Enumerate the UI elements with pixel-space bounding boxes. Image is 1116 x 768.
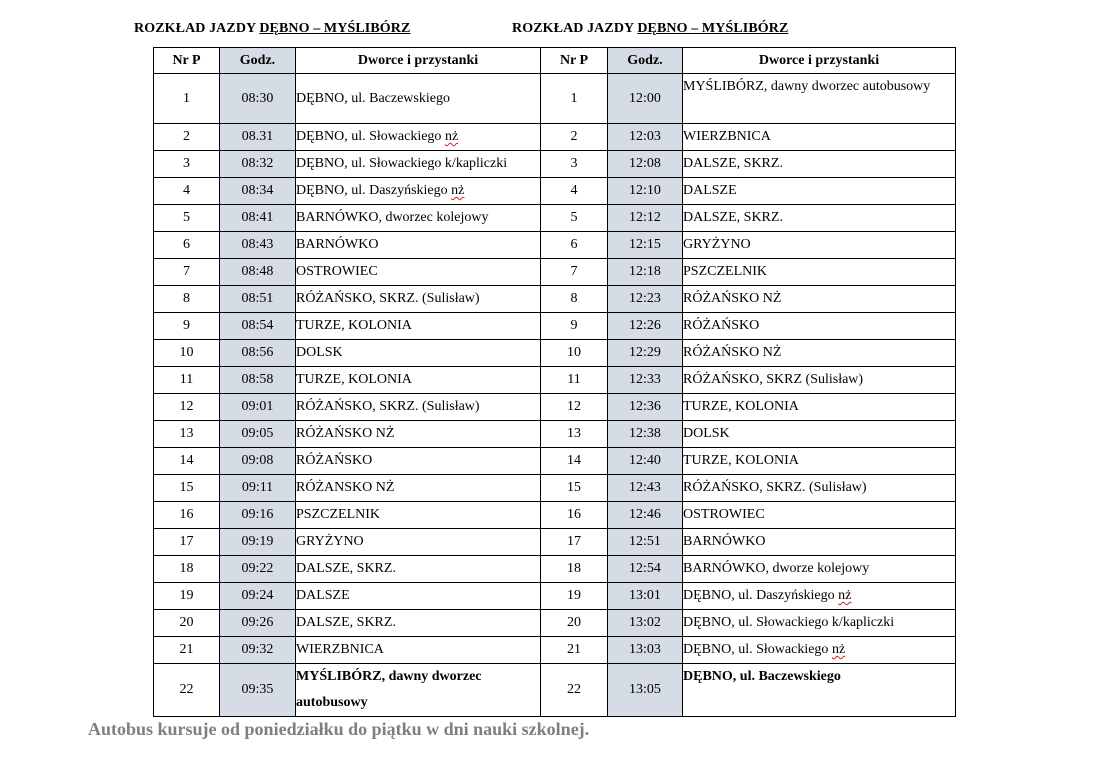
stop-name-text: DOLSK [683, 426, 730, 441]
right-stop-name [683, 124, 956, 151]
left-title-prefix: ROZKŁAD JAZDY [134, 21, 260, 36]
request-stop-marker: nż [444, 129, 459, 144]
table-row [154, 502, 956, 529]
left-stop-number: 17 [154, 529, 220, 556]
right-route-title [512, 21, 788, 37]
right-stop-number: 4 [541, 178, 608, 205]
stop-name-text: RÓŻAŃSKO [683, 318, 760, 333]
left-stop-name [296, 610, 541, 637]
left-title-route: DĘBNO – MYŚLIBÓRZ [259, 21, 411, 36]
right-departure-time: 12:10 [608, 178, 683, 205]
left-stop-number: 2 [154, 124, 220, 151]
right-departure-time: 12:26 [608, 313, 683, 340]
stop-name-text: BARNÓWKO, dworzec kolejowy [296, 210, 489, 225]
right-stop-name [683, 637, 956, 664]
right-stop-number: 12 [541, 394, 608, 421]
table-row [154, 448, 956, 475]
stop-name-text: OSTROWIEC [296, 264, 378, 279]
left-time-header: Godz. [220, 48, 296, 74]
left-departure-time: 08:51 [220, 286, 296, 313]
table-row [154, 74, 956, 124]
timetable [153, 47, 956, 717]
stop-name-text: WIERZBNICA [296, 642, 384, 657]
table-row [154, 367, 956, 394]
stop-name-text: BARNÓWKO [296, 237, 379, 252]
stop-name-text: OSTROWIEC [683, 507, 765, 522]
right-stop-number: 11 [541, 367, 608, 394]
left-stop-number: 16 [154, 502, 220, 529]
left-stop-number: 1 [154, 74, 220, 124]
table-row [154, 313, 956, 340]
table-row [154, 664, 956, 717]
stop-name-text: DALSZE, SKRZ. [296, 561, 396, 576]
left-departure-time: 09:26 [220, 610, 296, 637]
left-stop-name [296, 637, 541, 664]
right-stop-number: 10 [541, 340, 608, 367]
timetable-body [154, 74, 956, 717]
stop-name-text: BARNÓWKO [683, 534, 766, 549]
table-row [154, 610, 956, 637]
right-departure-time: 12:23 [608, 286, 683, 313]
stop-name-text: DĘBNO, ul. Słowackiego [296, 129, 445, 144]
right-departure-time: 12:15 [608, 232, 683, 259]
stop-name-text: PSZCZELNIK [683, 264, 767, 279]
right-stop-name [683, 610, 956, 637]
right-departure-time: 13:01 [608, 583, 683, 610]
left-departure-time: 08:41 [220, 205, 296, 232]
right-stop-name [683, 205, 956, 232]
left-stop-number: 6 [154, 232, 220, 259]
left-stop-number: 22 [154, 664, 220, 717]
right-stop-name [683, 394, 956, 421]
right-stop-name [683, 340, 956, 367]
stop-name-text: DĘBNO, ul. Słowackiego k/kapliczki [683, 615, 895, 630]
stop-name-text: DALSZE [296, 588, 350, 603]
left-stop-number: 15 [154, 475, 220, 502]
stop-name-text: RÓŻANSKO NŻ [296, 480, 395, 495]
left-stop-number: 13 [154, 421, 220, 448]
right-stop-number: 3 [541, 151, 608, 178]
left-stop-name [296, 448, 541, 475]
left-stop-name [296, 475, 541, 502]
right-departure-time: 12:43 [608, 475, 683, 502]
left-stop-name [296, 421, 541, 448]
right-stop-number: 17 [541, 529, 608, 556]
right-stop-name [683, 664, 956, 717]
left-departure-time: 09:22 [220, 556, 296, 583]
right-departure-time: 12:12 [608, 205, 683, 232]
left-stop-name [296, 394, 541, 421]
left-stop-name [296, 259, 541, 286]
right-stop-number: 7 [541, 259, 608, 286]
right-stop-name [683, 178, 956, 205]
stop-name-text: PSZCZELNIK [296, 507, 380, 522]
table-row [154, 259, 956, 286]
table-row [154, 124, 956, 151]
left-stops-header: Dworce i przystanki [296, 48, 541, 74]
right-title-route: DĘBNO – MYŚLIBÓRZ [637, 21, 789, 36]
left-stop-number: 18 [154, 556, 220, 583]
right-departure-time: 12:03 [608, 124, 683, 151]
right-stop-number: 15 [541, 475, 608, 502]
table-row [154, 340, 956, 367]
left-stop-name [296, 529, 541, 556]
table-row [154, 556, 956, 583]
request-stop-marker: nż [838, 588, 852, 603]
stop-name-text: MYŚLIBÓRZ, dawny dworzec autobusowy [296, 669, 482, 710]
right-stop-number: 19 [541, 583, 608, 610]
request-stop-marker: nż [831, 642, 846, 657]
table-row [154, 286, 956, 313]
table-row [154, 232, 956, 259]
left-departure-time: 08:48 [220, 259, 296, 286]
left-stop-name [296, 367, 541, 394]
left-departure-time: 09:19 [220, 529, 296, 556]
header-row [154, 48, 956, 74]
left-stop-name [296, 664, 541, 717]
stop-name-text: DĘBNO, ul. Baczewskiego [683, 669, 841, 684]
left-stop-name [296, 178, 541, 205]
right-time-header: Godz. [608, 48, 683, 74]
table-row [154, 637, 956, 664]
footer-note: Autobus kursuje od poniedziałku do piątku w dni nauki szkolnej. [88, 719, 590, 739]
stop-name-text: DOLSK [296, 345, 343, 360]
left-departure-time: 08:54 [220, 313, 296, 340]
right-stop-name [683, 448, 956, 475]
stop-name-text: TURZE, KOLONIA [683, 399, 799, 414]
left-route-title [134, 21, 410, 37]
left-stop-name [296, 556, 541, 583]
stop-name-text: RÓŻAŃSKO, SKRZ. (Sulisław) [296, 291, 480, 306]
table-row [154, 394, 956, 421]
right-departure-time: 12:54 [608, 556, 683, 583]
left-stop-name [296, 205, 541, 232]
right-stop-number: 2 [541, 124, 608, 151]
left-stop-name [296, 583, 541, 610]
left-departure-time: 09:11 [220, 475, 296, 502]
right-stop-name [683, 529, 956, 556]
stop-name-text: MYŚLIBÓRZ, dawny dworzec autobusowy [683, 79, 931, 94]
right-nr-header: Nr P [541, 48, 608, 74]
left-stop-name [296, 340, 541, 367]
left-stop-number: 20 [154, 610, 220, 637]
left-departure-time: 08:43 [220, 232, 296, 259]
right-stop-number: 13 [541, 421, 608, 448]
left-stop-number: 11 [154, 367, 220, 394]
left-departure-time: 09:24 [220, 583, 296, 610]
right-stop-name [683, 313, 956, 340]
left-stop-name [296, 124, 541, 151]
right-stop-name [683, 232, 956, 259]
right-departure-time: 13:05 [608, 664, 683, 717]
right-title-prefix: ROZKŁAD JAZDY [512, 21, 638, 36]
stop-name-text: TURZE, KOLONIA [296, 318, 412, 333]
stop-name-text: RÓŻAŃSKO, SKRZ (Sulisław) [683, 372, 864, 387]
left-departure-time: 09:05 [220, 421, 296, 448]
stop-name-text: RÓŻAŃSKO [296, 453, 373, 468]
left-stop-number: 19 [154, 583, 220, 610]
right-stop-name [683, 421, 956, 448]
left-nr-header: Nr P [154, 48, 220, 74]
left-stop-number: 9 [154, 313, 220, 340]
left-stop-name [296, 286, 541, 313]
right-stop-number: 8 [541, 286, 608, 313]
right-departure-time: 12:33 [608, 367, 683, 394]
stop-name-text: GRYŻYNO [296, 534, 364, 549]
left-departure-time: 08:30 [220, 74, 296, 124]
table-row [154, 421, 956, 448]
right-stop-name [683, 286, 956, 313]
left-departure-time: 09:32 [220, 637, 296, 664]
stop-name-text: DĘBNO, ul. Słowackiego [683, 642, 832, 657]
table-row [154, 205, 956, 232]
stop-name-text: DALSZE, SKRZ. [296, 615, 396, 630]
stop-name-text: RÓŻAŃSKO NŻ [296, 426, 395, 441]
table-row [154, 529, 956, 556]
stop-name-text: RÓŻAŃSKO, SKRZ. (Sulisław) [296, 399, 480, 414]
right-departure-time: 12:36 [608, 394, 683, 421]
left-departure-time: 09:01 [220, 394, 296, 421]
right-stop-name [683, 475, 956, 502]
left-stop-number: 7 [154, 259, 220, 286]
right-stop-number: 21 [541, 637, 608, 664]
right-departure-time: 12:08 [608, 151, 683, 178]
right-stop-number: 14 [541, 448, 608, 475]
right-stop-number: 16 [541, 502, 608, 529]
right-stop-name [683, 151, 956, 178]
stop-name-text: RÓŻAŃSKO, SKRZ. (Sulisław) [683, 480, 867, 495]
right-departure-time: 12:46 [608, 502, 683, 529]
request-stop-marker: nż [451, 183, 465, 198]
right-stop-number: 20 [541, 610, 608, 637]
stop-name-text: RÓŻAŃSKO NŻ [683, 345, 782, 360]
stop-name-text: DALSZE, SKRZ. [683, 156, 783, 171]
right-stop-name [683, 583, 956, 610]
left-departure-time: 09:16 [220, 502, 296, 529]
left-stop-number: 4 [154, 178, 220, 205]
right-stop-number: 22 [541, 664, 608, 717]
right-departure-time: 13:02 [608, 610, 683, 637]
right-departure-time: 12:29 [608, 340, 683, 367]
stop-name-text: DĘBNO, ul. Słowackiego k/kapliczki [296, 156, 508, 171]
right-departure-time: 12:38 [608, 421, 683, 448]
right-departure-time: 12:40 [608, 448, 683, 475]
right-stop-number: 5 [541, 205, 608, 232]
table-row [154, 151, 956, 178]
stop-name-text: DĘBNO, ul. Daszyńskiego [683, 588, 839, 603]
left-stop-name [296, 232, 541, 259]
right-stops-header: Dworce i przystanki [683, 48, 956, 74]
stop-name-text: TURZE, KOLONIA [296, 372, 412, 387]
left-stop-number: 21 [154, 637, 220, 664]
right-stop-name [683, 74, 956, 124]
left-departure-time: 09:35 [220, 664, 296, 717]
right-stop-number: 1 [541, 74, 608, 124]
left-departure-time: 08.31 [220, 124, 296, 151]
left-departure-time: 08:58 [220, 367, 296, 394]
stop-name-text: GRYŻYNO [683, 237, 751, 252]
left-stop-number: 12 [154, 394, 220, 421]
left-stop-name [296, 74, 541, 124]
right-stop-number: 9 [541, 313, 608, 340]
left-departure-time: 08:34 [220, 178, 296, 205]
left-stop-name [296, 313, 541, 340]
stop-name-text: DĘBNO, ul. Baczewskiego [296, 90, 450, 106]
table-row [154, 178, 956, 205]
stop-name-text: TURZE, KOLONIA [683, 453, 799, 468]
right-departure-time: 12:51 [608, 529, 683, 556]
left-stop-number: 10 [154, 340, 220, 367]
stop-name-text: DĘBNO, ul. Daszyńskiego [296, 183, 452, 198]
left-stop-number: 8 [154, 286, 220, 313]
stop-name-text: WIERZBNICA [683, 129, 771, 144]
left-departure-time: 09:08 [220, 448, 296, 475]
right-stop-number: 18 [541, 556, 608, 583]
left-stop-number: 3 [154, 151, 220, 178]
left-departure-time: 08:32 [220, 151, 296, 178]
table-row [154, 475, 956, 502]
right-departure-time: 12:00 [608, 74, 683, 124]
left-stop-name [296, 151, 541, 178]
left-stop-number: 14 [154, 448, 220, 475]
right-departure-time: 12:18 [608, 259, 683, 286]
stop-name-text: DALSZE, SKRZ. [683, 210, 783, 225]
stop-name-text: BARNÓWKO, dworze kolejowy [683, 561, 870, 576]
left-stop-name [296, 502, 541, 529]
right-stop-name [683, 502, 956, 529]
stop-name-text: RÓŻAŃSKO NŻ [683, 291, 782, 306]
right-stop-number: 6 [541, 232, 608, 259]
right-stop-name [683, 556, 956, 583]
right-stop-name [683, 367, 956, 394]
stop-name-text: DALSZE [683, 183, 737, 198]
right-departure-time: 13:03 [608, 637, 683, 664]
right-stop-name [683, 259, 956, 286]
left-departure-time: 08:56 [220, 340, 296, 367]
left-stop-number: 5 [154, 205, 220, 232]
table-row [154, 583, 956, 610]
